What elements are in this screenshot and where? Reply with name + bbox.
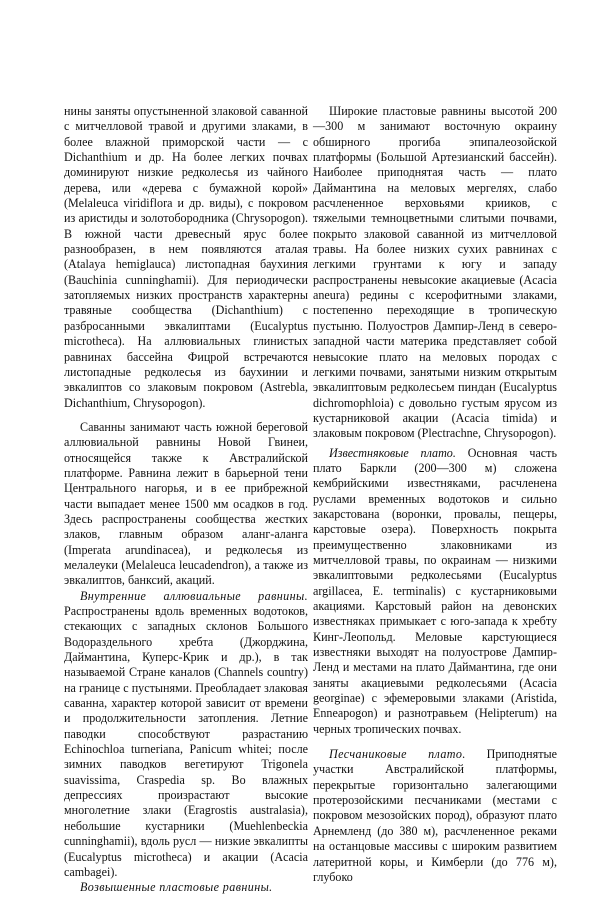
- right-paragraph-3-text: Приподнятые участки Австралийской платформы, перекрытые горизонтально залегающими протерозойскими песчаниками (местами с покровом мезозойских пород), образуют плато Арнемленд (до 380 м), расчлененное реками на останцовые массивы с широким развитием латеритной коры, и Кимберли (до 776 м), глубоко: [313, 747, 557, 884]
- left-paragraph-2: Саванны занимают часть южной береговой аллювиальной равнины Новой Гвинеи, относящейся также к Австралийской платформе. Равнина лежит в барьерной тени Центрального нагорья, и в ее прибрежной части выпадает менее 1500 мм осадков в год. Здесь распространены сообщества жестких злаков, главным образом аланг-аланга (Imperata arundinacea), и редколесья из мелалеуки (Melaleuca leucadendron), а также из эвкалиптов, банксий, акаций.: [64, 419, 308, 588]
- left-paragraph-4: [64, 880, 308, 895]
- right-paragraph-2-text: Основная часть плато Баркли (200—300 м) сложена кембрийскими известняками, расчленена руслами временных водотоков и сильно закарстована (воронки, провалы, пещеры, карстовые озера). Поверхность покрыта преимущественно злаковниками из митчелловой травы, по окраинам — низкими эвкалиптовыми редколесьями (Eucalyptus argillacea, E. terminalis) с кустарниковыми акациями. Карстовый район на девонских известняках примыкает с юго-запада к хребту Кинг-Леопольд. Меловые карстующиеся известняки выходят на полуострове Дампир-Ленд и местами на плато Даймантина, где они заняты акациевыми редколесьями (Acacia georginae) с эфемеровыми злаками (Aristida, Enneapogon) и разнотравьем (Helipterum) на черных тропических почвах.: [313, 445, 557, 736]
- left-paragraph-3-text: Распространены вдоль временных водотоков, стекающих с западных склонов Большого Водораздельного хребта (Джорджина, Даймантина, Куперс-Крик и др.), в так называемой Стране каналов (Channels country) на границе с пустынями. Преобладает злаковая саванна, характер которой зависит от времени и продолжительности затопления. Летние паводки способствуют разрастанию Echinochloa turneriana, Panicum whitei; после зимних паводков вегетируют Trigonela suavissima, Craspedia sp. Во влажных депрессиях произрастают высокие многолетние злаки (Eragrostis australasia), небольшие кустарники (Muehlenbeckia cunninghamii), вдоль русл — низкие эвкалипты (Eucalyptus microtheca) и акации (Acacia cambagei).: [64, 604, 308, 879]
- right-paragraph-1: Широкие пластовые равнины высотой 200—300 м занимают восточную окраину обширного прогиба эпипалеозойской платформы (Большой Артезианский бассейн). Наиболее приподнятая часть — плато Даймантина на меловых мергелях, слабо расчлененное верховьями крииков, с тяжелыми темноцветными слитыми почвами, покрыто злаковой саванной из митчелловой травы. На более низких сухих равнинах с легкими грунтами к югу и западу распространены невысокие акациевые (Acacia aneura) редины с ксерофитными злаками, постепенно переходящие в тропическую пустыню. Полуостров Дампир-Ленд в северо-западной части материка представляет собой невысокие плато на меловых породах с легкими почвами, занятыми низким открытым эвкалиптовым редколесьем пиндан (Eucalyptus dichromophloia) с довольно густым ярусом из кустарниковой акации (Acacia timida) и злаковым покровом (Plectrachne, Chrysopogon).: [313, 104, 557, 441]
- left-paragraph-1: нины заняты опустыненной злаковой саванной с митчелловой травой и другими злаками, в более влажной приморской части — с Dichanthium и др. На более легких почвах доминируют низкие редколесья из чайного дерева, или «дерева с бумажной корой» (Melaleuca viridiflora и др. виды), с покровом из аристиды и золотобородника (Chrysopogon). В южной части древесный ярус более разнообразен, в нем появляются аталая (Atalaya hemiglauca) листопадная баухиния (Bauchinia cunninghamii). Для периодически затопляемых низких пространств характерны травяные сообщества (Dichanthium) с разбросанными эвкалиптами (Eucalyptus microtheca). На аллювиальных глинистых равнинах бассейна Фицрой встречаются листопадные редколесья из баухинии и эвкалиптов со злаковым покровом (Astrebla, Dichanthium, Chrysopogon).: [64, 104, 308, 410]
- section-heading-alluvial-plains: Внутренние аллювиальные равнины.: [80, 588, 308, 603]
- right-paragraph-2: [313, 446, 557, 738]
- left-column: [64, 104, 308, 896]
- right-paragraph-3: [313, 747, 557, 885]
- section-heading-limestone-plateaus: Известняковые плато.: [329, 445, 456, 460]
- section-heading-elevated-plains: Возвышенные пластовые равнины.: [80, 880, 273, 895]
- right-column: [313, 104, 557, 885]
- left-paragraph-3: [64, 589, 308, 881]
- section-heading-sandstone-plateaus: Песчаниковые плато.: [329, 747, 466, 762]
